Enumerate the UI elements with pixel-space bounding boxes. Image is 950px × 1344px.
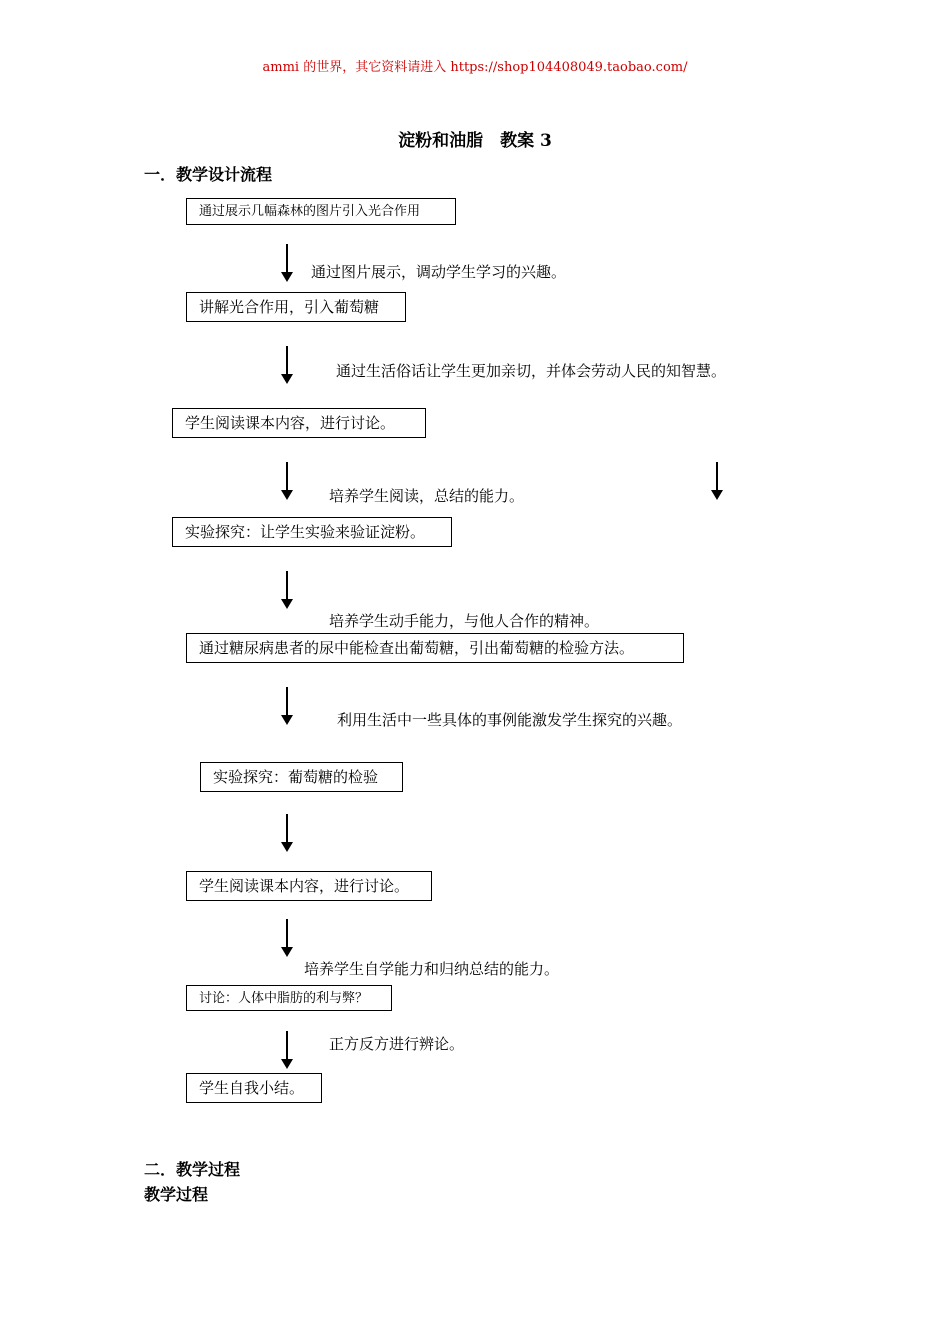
down-arrow-icon [281,1031,293,1069]
flow-note-5: 利用生活中一些具体的事例能激发学生探究的兴趣。 [337,711,683,729]
flow-step-7: 学生阅读课本内容，进行讨论。 [186,871,432,901]
flow-note-4: 培养学生动手能力，与他人合作的精神。 [329,612,600,630]
down-arrow-icon [711,462,723,500]
flow-step-9: 学生自我小结。 [186,1073,322,1103]
flow-note-2: 通过生活俗话让学生更加亲切，并体会劳动人民的知智慧。 [336,362,727,380]
flow-step-2: 讲解光合作用，引入葡萄糖 [186,292,406,322]
flow-step-8: 讨论：人体中脂肪的利与弊？ [186,985,392,1011]
flow-step-6: 实验探究：葡萄糖的检验 [200,762,403,792]
down-arrow-icon [281,571,293,609]
subheading-teaching-process: 教学过程 [144,1185,209,1204]
header-link[interactable]: ammi 的世界，其它资料请进入 https://shop104408049.taobao.com/ [262,60,688,75]
page-title: 淀粉和油脂 教案 3 [398,131,552,151]
down-arrow-icon [281,814,293,852]
down-arrow-icon [281,919,293,957]
flow-step-4: 实验探究：让学生实验来验证淀粉。 [172,517,452,547]
down-arrow-icon [281,462,293,500]
down-arrow-icon [281,687,293,725]
flow-note-3: 培养学生阅读，总结的能力。 [329,487,525,505]
down-arrow-icon [281,244,293,282]
section-heading-teaching-process: 二．教学过程 [144,1160,241,1179]
flow-note-1: 通过图片展示，调动学生学习的兴趣。 [311,263,567,281]
down-arrow-icon [281,346,293,384]
flow-note-7: 正方反方进行辨论。 [329,1035,465,1053]
flow-step-1: 通过展示几幅森林的图片引入光合作用 [186,198,456,225]
flow-note-6: 培养学生自学能力和归纳总结的能力。 [304,960,560,978]
flow-step-5: 通过糖尿病患者的尿中能检查出葡萄糖，引出葡萄糖的检验方法。 [186,633,684,663]
flow-step-3: 学生阅读课本内容，进行讨论。 [172,408,426,438]
section-heading-design-flow: 一．教学设计流程 [144,165,273,184]
